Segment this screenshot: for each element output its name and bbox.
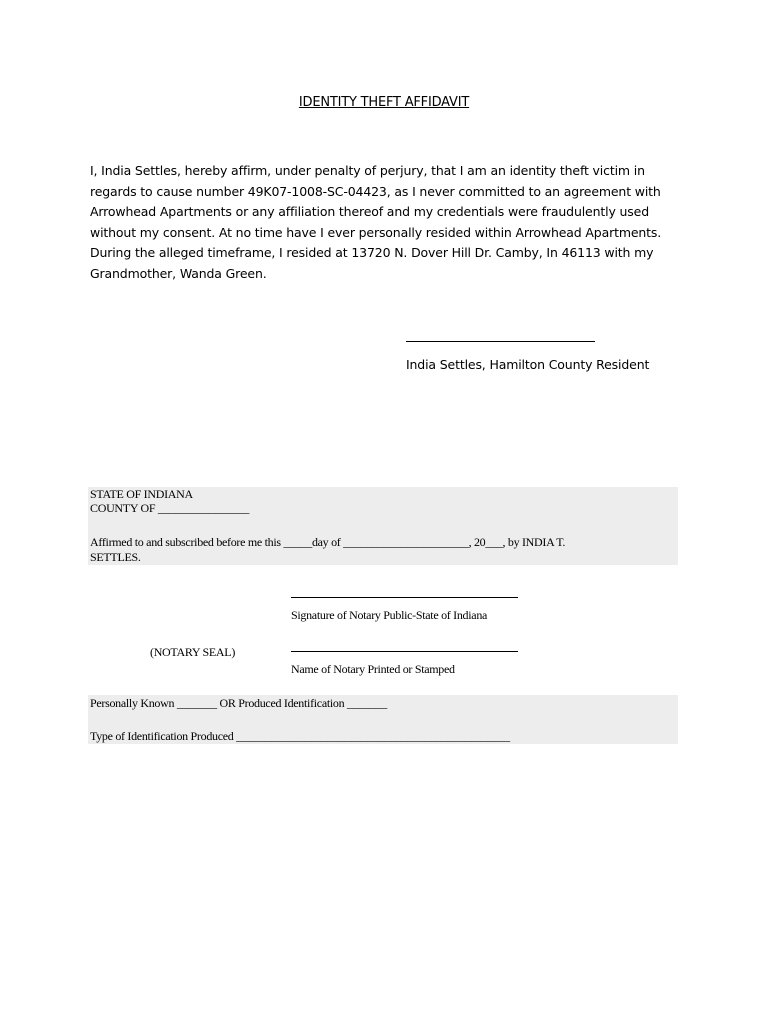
identification-type-line: Type of Identification Produced ________________________________________________: [90, 729, 510, 743]
paragraph-line: regards to cause number 49K07-1008-SC-04423, as I never committed to an agreement with: [90, 184, 661, 199]
identification-line: Personally Known _______ OR Produced Identification _______: [90, 696, 387, 710]
state-label: STATE OF INDIANA: [90, 487, 193, 501]
paragraph-line: Grandmother, Wanda Green.: [90, 266, 267, 281]
signature-caption: India Settles, Hamilton County Resident: [406, 357, 650, 372]
affirmed-statement-line: SETTLES.: [90, 550, 141, 564]
notary-signature-line: [291, 597, 518, 598]
notary-name-label: Name of Notary Printed or Stamped: [291, 662, 455, 676]
signature-line: [406, 341, 595, 342]
paragraph-line: Arrowhead Apartments or any affiliation thereof and my credentials were fraudulently used: [90, 204, 649, 219]
document-title: IDENTITY THEFT AFFIDAVIT: [298, 95, 470, 110]
notary-name-line: [291, 651, 518, 652]
county-label: COUNTY OF ________________: [90, 501, 250, 515]
notary-seal-label: (NOTARY SEAL): [150, 645, 236, 659]
paragraph-line: without my consent. At no time have I ever personally resided within Arrowhead Apartments.: [90, 225, 662, 240]
affirmed-statement-line: Affirmed to and subscribed before me this _____day of ______________________, 20___, by INDIA T.: [90, 535, 566, 549]
paragraph-line: During the alleged timeframe, I resided at 13720 N. Dover Hill Dr. Camby, In 46113 with my: [90, 245, 654, 260]
paragraph-line: I, India Settles, hereby affirm, under penalty of perjury, that I am an identity theft victim in: [90, 163, 645, 178]
notary-signature-label: Signature of Notary Public-State of Indiana: [291, 608, 488, 622]
